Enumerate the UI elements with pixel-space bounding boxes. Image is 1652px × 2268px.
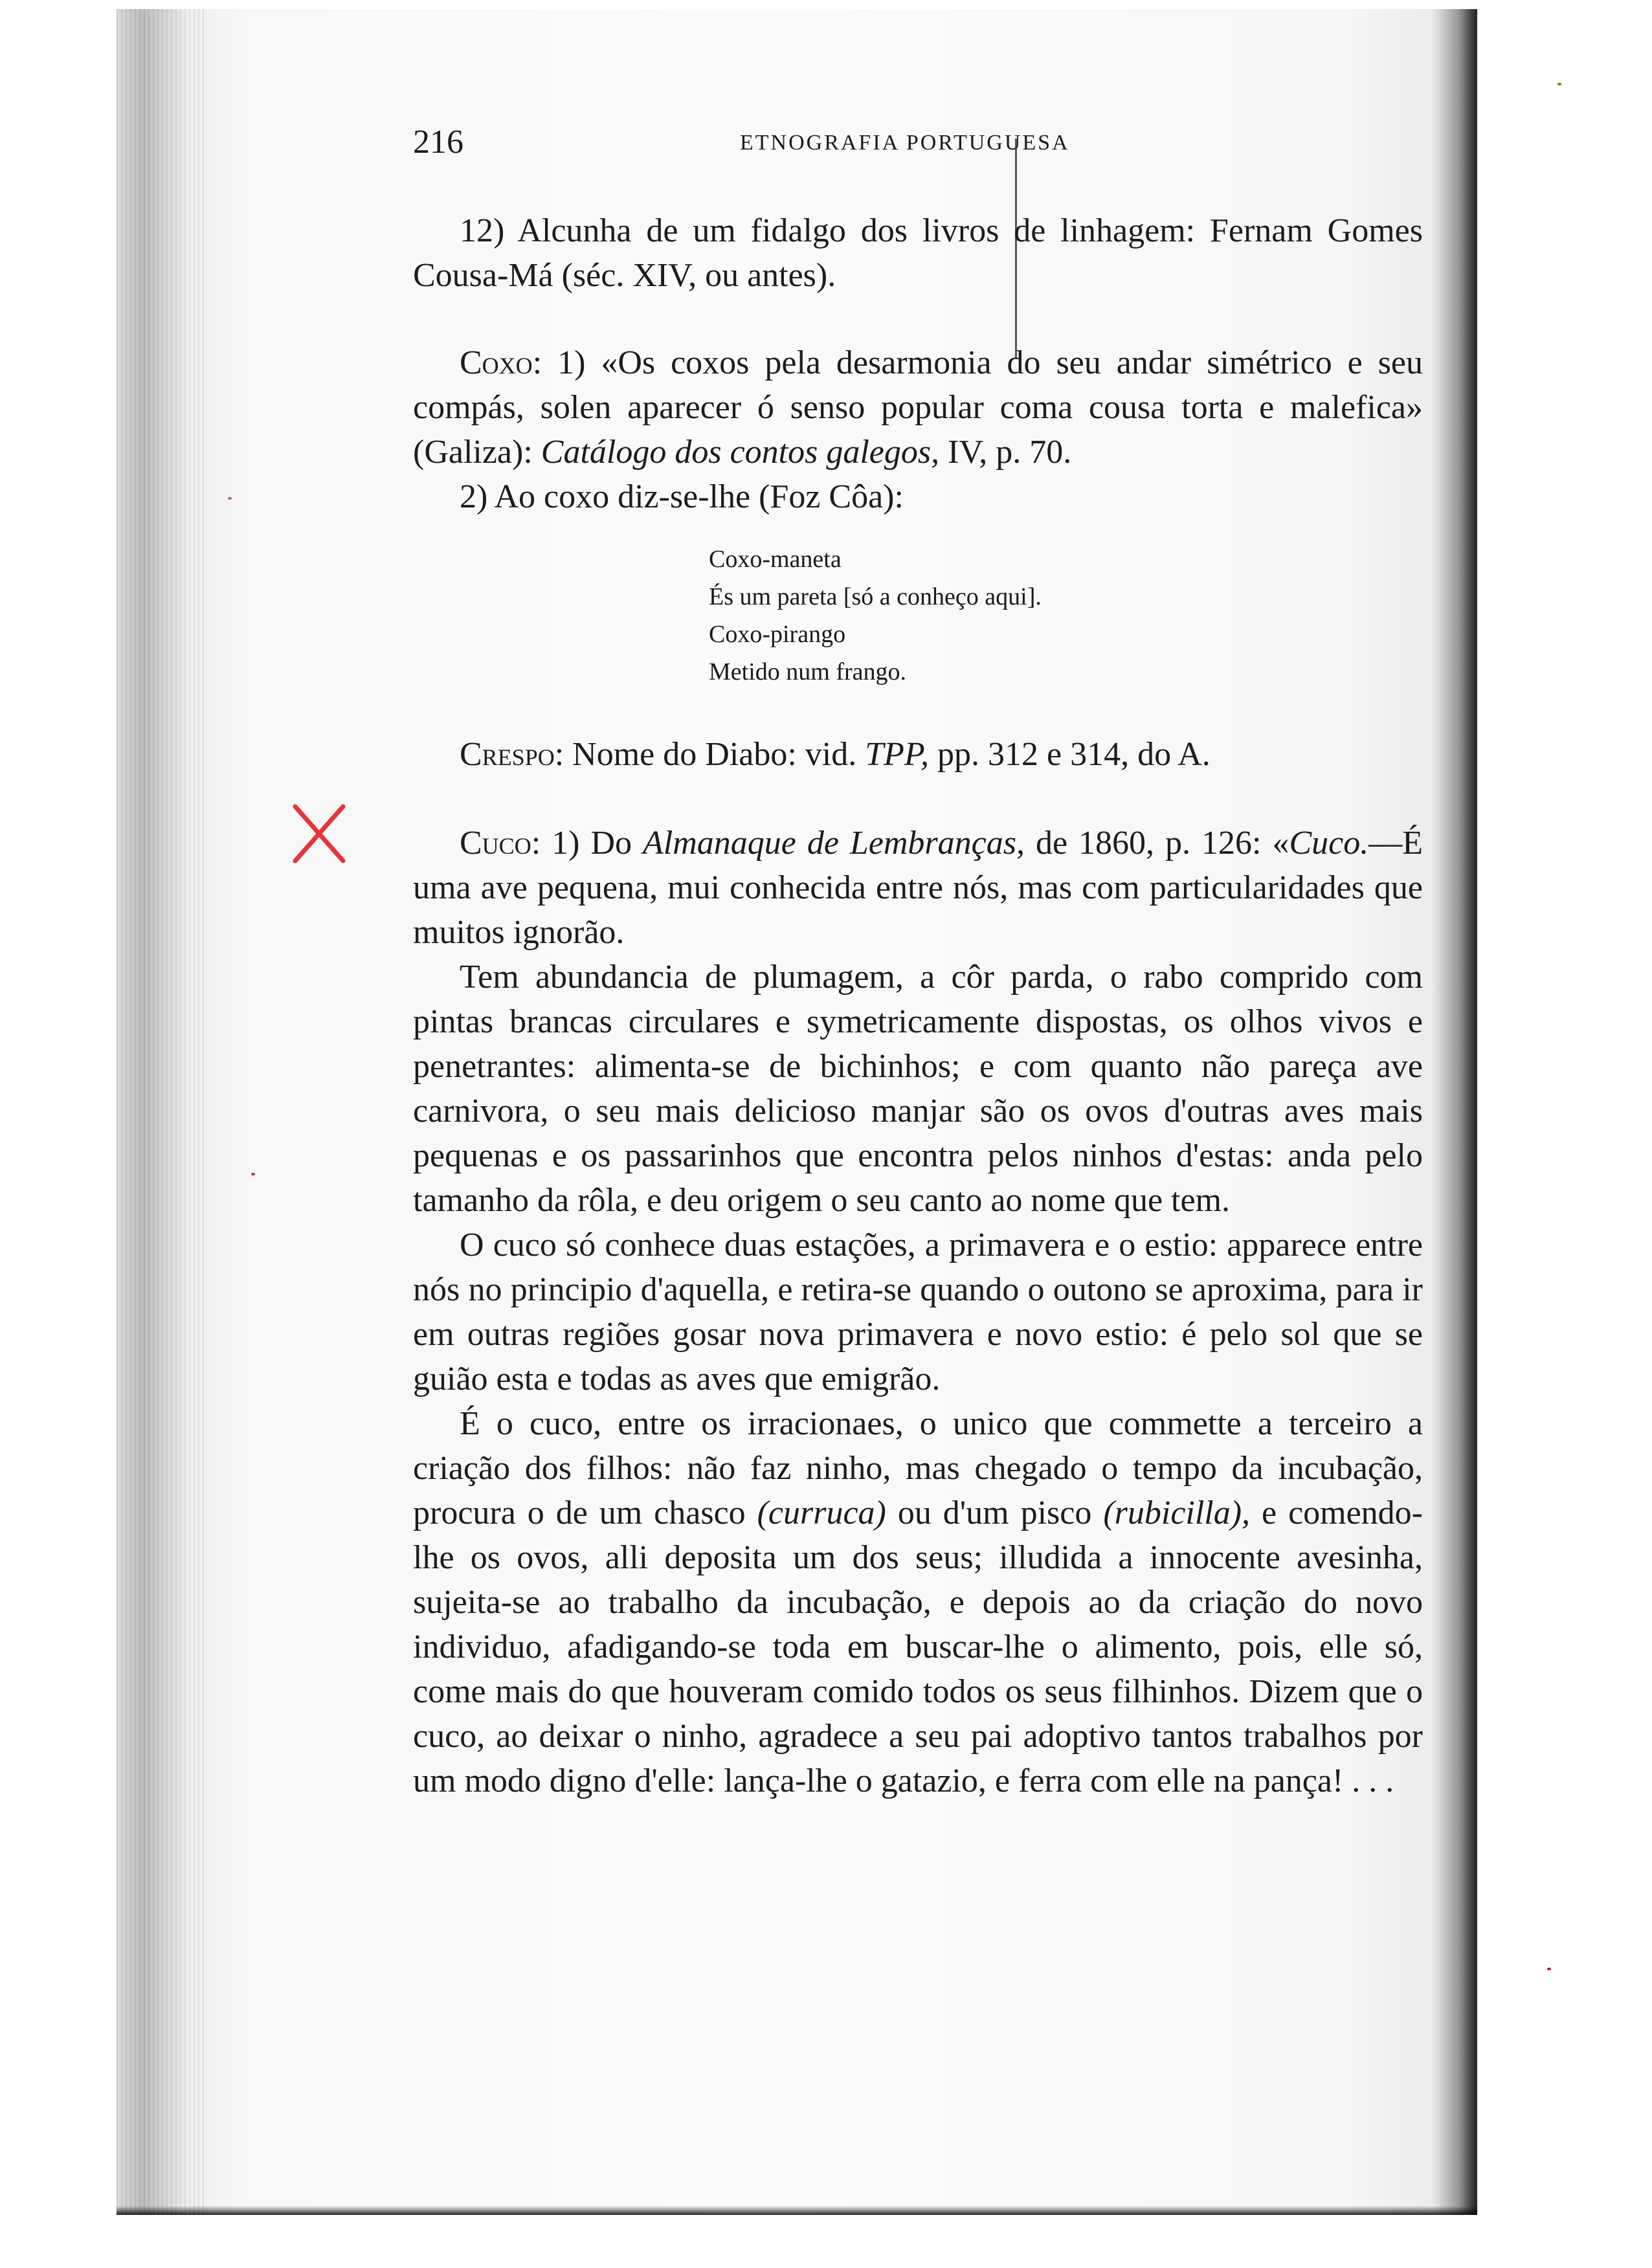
entry-crespo <box>413 732 1423 777</box>
scan-speck <box>228 497 232 500</box>
entry-cuco <box>413 821 1423 1803</box>
scan-speck <box>1547 1968 1551 1970</box>
verse-line: Coxo-pirango <box>709 621 846 648</box>
bottom-edge <box>117 2206 1477 2215</box>
red-x-mark <box>290 801 348 866</box>
cuco-paragraph-2: Tem abundancia de plumagem, a côr parda, o rabo comprido com pintas brancas circulares e symetricamente dispostas, os olhos vivos e penetrantes: alimenta-se de bichinhos; e com quanto não pareça ave carnivora, o seu mais delicioso manjar são os ovos d'outras aves mais pequenas e os passarinhos que encontra pelos ninhos d'estas: anda pelo tamanho da rôla, e deu origem o seu canto ao nome que tem. <box>413 959 1423 1219</box>
cuco-citation: Almanaque de Lembranças, <box>642 825 1025 862</box>
page-number: 216 <box>413 124 463 161</box>
coxo-paragraph-2: 2) Ao coxo diz-se-lhe (Foz Côa): <box>460 478 904 515</box>
verse-line: És um pareta [só a conheço aqui]. <box>709 583 1042 610</box>
coxo-reference: IV, p. 70. <box>939 434 1072 471</box>
crespo-paragraph <box>413 732 1423 777</box>
cuco-text: de 1860, p. 126: « <box>1025 825 1289 862</box>
crespo-headword: Crespo <box>460 736 555 773</box>
running-head: ETNOGRAFIA PORTUGUESA <box>740 131 1070 155</box>
scan-speck <box>1557 83 1561 85</box>
crespo-reference: pp. 312 e 314, do A. <box>929 736 1211 773</box>
cuco-text: É o cuco, entre os irracionaes, o unico que commette a terceiro a criação dos filhos: não faz ninho, mas chegado o tempo da incubação, procura o de um chasco <box>413 1405 1423 1531</box>
cuco-text: ou d'um pisco <box>886 1495 1104 1531</box>
cuco-quote-title: Cuco. <box>1289 825 1369 862</box>
cuco-latin-term: (curruca) <box>757 1495 886 1531</box>
binding-shadow <box>1432 9 1477 2215</box>
cuco-paragraph-4 <box>413 1401 1423 1803</box>
crespo-citation: TPP, <box>865 736 929 773</box>
coxo-text: : 1) «Os coxos pela desarmonia do seu andar simétrico e seu compás, solen aparecer ó senso popular coma cousa torta e malefica» (Galiza): <box>413 344 1423 471</box>
cuco-paragraph-3: O cuco só conhece duas estações, a primavera e o estio: apparece entre nós no principio d'aquella, e retira-se quando o outono se aproxima, para ir em outras regiões gosar nova primavera e novo estio: é pelo sol que se guião esta e todas as aves que emigrão. <box>413 1227 1423 1397</box>
verse-line: Metido num frango. <box>709 658 907 685</box>
coxo-headword: Coxo <box>460 344 533 381</box>
cuco-text: : 1) Do <box>531 825 643 862</box>
coxo-paragraph-1 <box>413 340 1423 474</box>
coxo-citation: Catálogo dos contos galegos, <box>541 434 940 471</box>
verse-line: Coxo-maneta <box>709 546 842 573</box>
item-12-paragraph: 12) Alcunha de um fidalgo dos livros de linhagem: Fernam Gomes Cousa-Má (séc. XIV, ou antes). <box>413 212 1423 294</box>
crespo-text: : Nome do Diabo: vid. <box>554 736 865 773</box>
cuco-headword: Cuco <box>460 825 531 862</box>
page-header <box>413 123 1423 168</box>
coxo-verse <box>709 540 1042 691</box>
entry-coxo <box>413 340 1423 519</box>
entry-item-12 <box>413 208 1423 298</box>
cuco-latin-term: (rubicilla), <box>1103 1495 1251 1531</box>
cuco-paragraph-1 <box>413 821 1423 955</box>
cuco-text: —É uma ave pequena, mui conhecida entre nós, mas com particularidades que muitos ignorão. <box>413 825 1423 951</box>
page-edges <box>117 9 207 2215</box>
scan-speck <box>251 1173 255 1175</box>
cuco-text: e comendo-lhe os ovos, alli deposita um dos seus; illudida a innocente avesinha, sujeita-se ao trabalho da incubação, e depois ao da criação do novo individuo, afadigando-se toda em buscar-lhe o alimento, pois, elle só, come mais do que houveram comido todos os seus filhinhos. Dizem que o cuco, ao deixar o ninho, agradece a seu pai adoptivo tantos trabalhos por um modo digno d'elle: lança-lhe o gatazio, e ferra com elle na pança! . . . <box>413 1495 1423 1799</box>
